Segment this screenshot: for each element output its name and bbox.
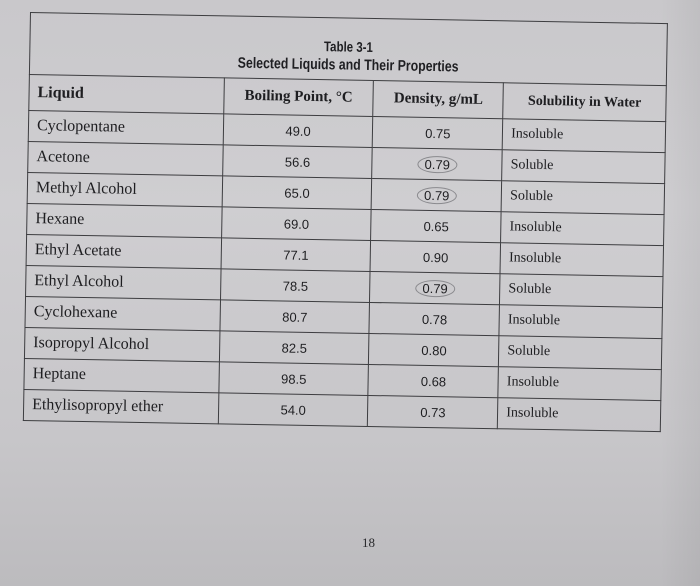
header-liquid: Liquid (29, 74, 224, 113)
cell-density: 0.68 (368, 364, 498, 397)
cell-boiling-point: 69.0 (221, 207, 371, 241)
cell-liquid: Cyclohexane (25, 296, 220, 330)
cell-density (370, 271, 500, 304)
cell-boiling-point: 65.0 (222, 176, 372, 210)
cell-density: 0.90 (370, 240, 500, 273)
cell-liquid: Isopropyl Alcohol (24, 327, 219, 361)
table-caption (29, 12, 668, 85)
header-density: Density, g/mL (373, 81, 503, 119)
cell-boiling-point: 80.7 (220, 300, 370, 334)
cell-density: 0.65 (371, 209, 501, 242)
table-container (22, 12, 668, 461)
cell-density: 0.78 (369, 302, 499, 335)
cell-solubility: Soluble (502, 150, 665, 184)
cell-liquid: Hexane (27, 203, 222, 237)
cell-liquid: Heptane (24, 358, 219, 392)
page-number: 18 (362, 535, 375, 550)
cell-liquid: Methyl Alcohol (27, 172, 222, 206)
cell-solubility: Insoluble (498, 367, 661, 401)
cell-solubility: Insoluble (499, 305, 662, 339)
cell-solubility: Soluble (500, 274, 663, 308)
circled-value: 0.79 (417, 155, 457, 173)
cell-density: 0.73 (368, 395, 498, 428)
cell-density (372, 178, 502, 211)
cell-liquid: Ethyl Acetate (26, 234, 221, 268)
cell-liquid: Cyclopentane (28, 110, 223, 144)
cell-solubility: Soluble (501, 181, 664, 215)
cell-boiling-point: 54.0 (218, 393, 368, 427)
cell-liquid: Ethyl Alcohol (26, 265, 221, 299)
cell-density: 0.75 (373, 117, 503, 150)
cell-boiling-point: 56.6 (222, 145, 372, 179)
cell-boiling-point: 78.5 (220, 269, 370, 303)
cell-solubility: Insoluble (502, 119, 665, 153)
circled-value: 0.79 (415, 279, 455, 297)
circled-value: 0.79 (417, 186, 457, 204)
cell-liquid: Ethylisopropyl ether (23, 389, 218, 423)
header-boiling-point: Boiling Point, °C (224, 78, 374, 117)
table-title: Selected Liquids and Their Properties (237, 54, 459, 76)
header-solubility: Solubility in Water (503, 83, 666, 122)
cell-solubility: Soluble (499, 336, 662, 370)
cell-density: 0.80 (369, 333, 499, 366)
cell-liquid: Acetone (28, 141, 223, 175)
properties-table (23, 74, 667, 432)
cell-solubility: Insoluble (498, 398, 661, 432)
cell-density (372, 148, 502, 181)
cell-boiling-point: 77.1 (221, 238, 371, 272)
cell-solubility: Insoluble (500, 243, 663, 277)
table-number: Table 3-1 (323, 38, 374, 55)
cell-boiling-point: 98.5 (219, 362, 369, 396)
cell-boiling-point: 82.5 (219, 331, 369, 365)
cell-boiling-point: 49.0 (223, 114, 373, 148)
cell-solubility: Insoluble (501, 212, 664, 246)
